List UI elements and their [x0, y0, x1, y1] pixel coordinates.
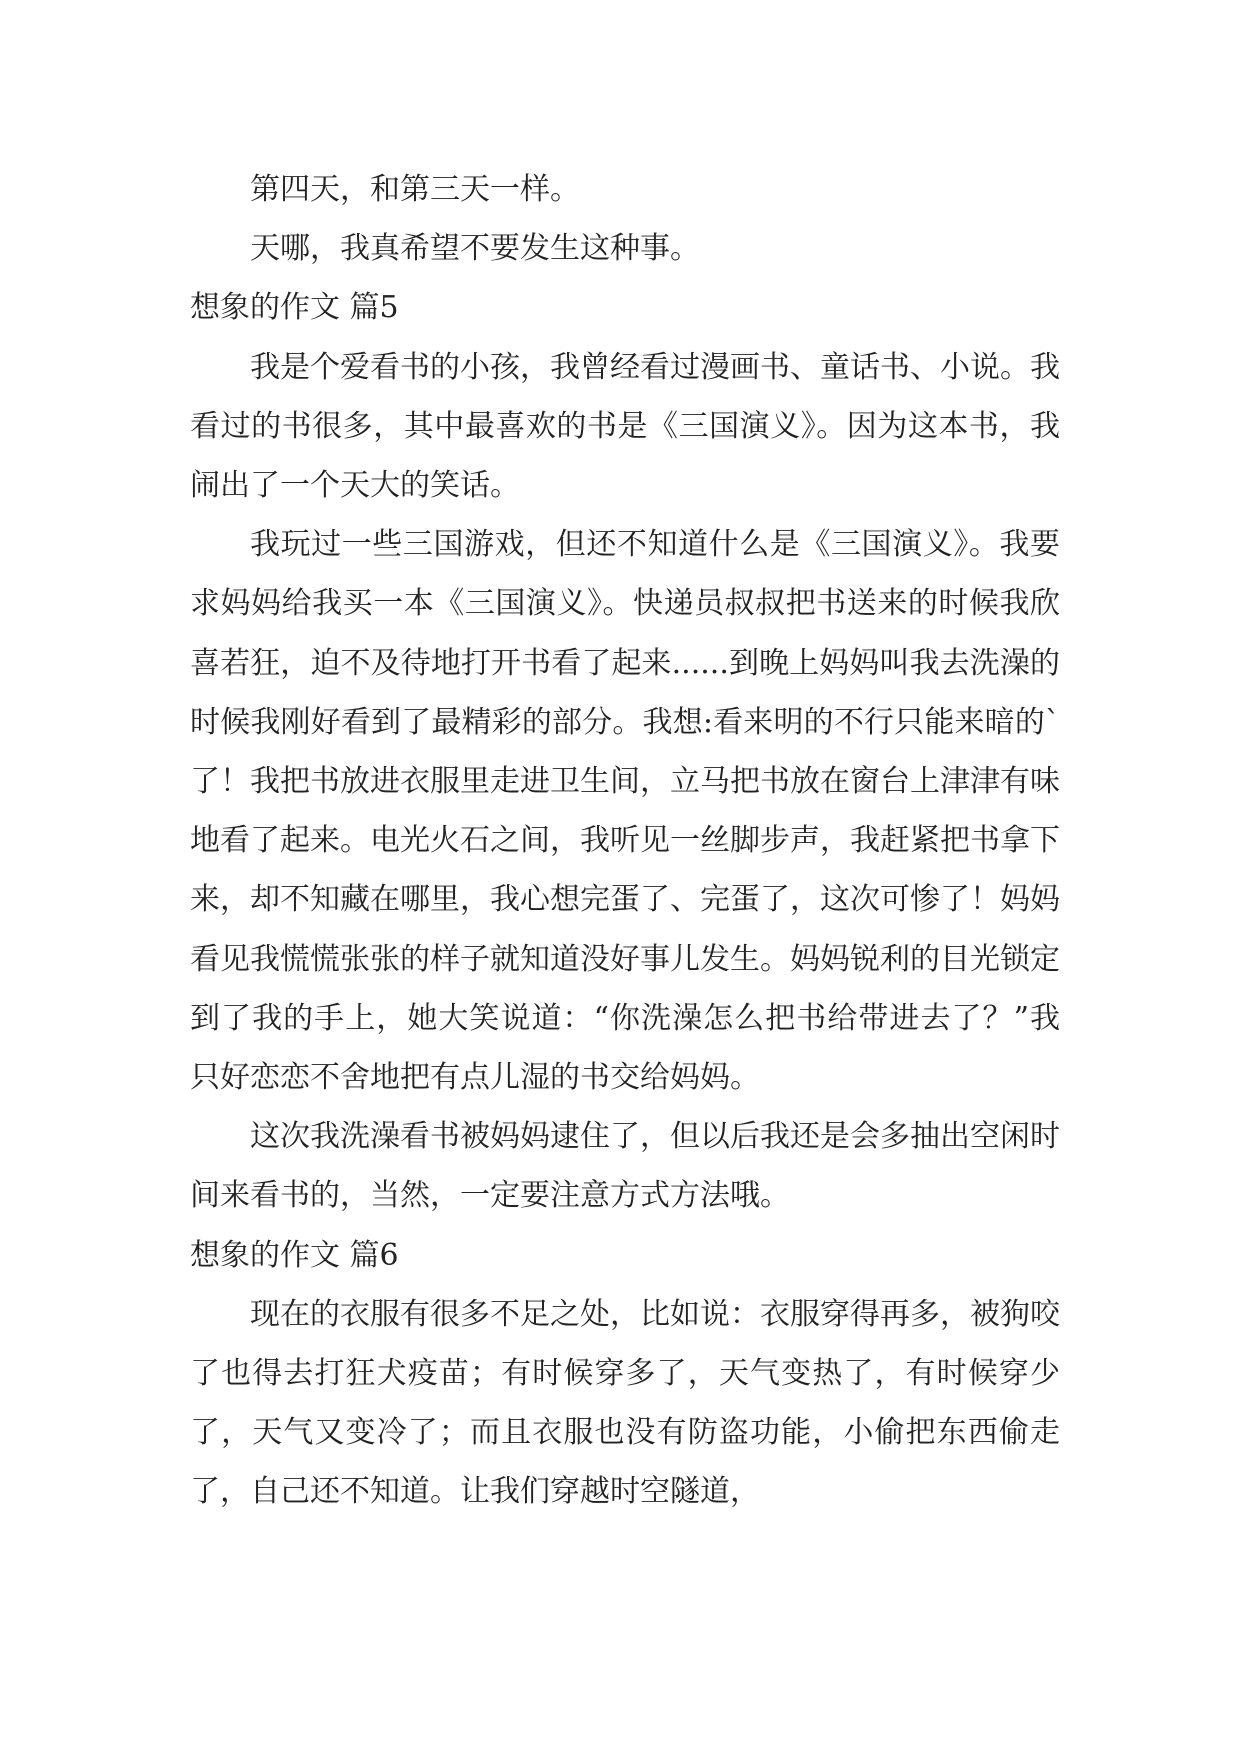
document-page	[190, 160, 1060, 1522]
paragraph: 天哪，我真希望不要发生这种事。	[250, 231, 700, 267]
paragraph: 我玩过一些三国游戏，但还不知道什么是《三国演义》。我要求妈妈给我买一本《三国演义》。快递员叔叔把书送来的时候我欣喜若狂，迫不及待地打开书看了起来......到晚上妈妈叫我去洗澡的时候我刚好看到了最精彩的部分。我想:看来明的不行只能来暗的`了！我把书放进衣服里走进卫生间，立马把书放在窗台上津津有味地看了起来。电光火石之间，我听见一丝脚步声，我赶紧把书拿下来，却不知藏在哪里，我心想完蛋了、完蛋了，这次可惨了！妈妈看见我慌慌张张的样子就知道没好事儿发生。妈妈锐利的目光锁定到了我的手上，她大笑说道：“你洗澡怎么把书给带进去了？”我只好恋恋不舍地把有点儿湿的书交给妈妈。	[190, 527, 1060, 1096]
paragraph: 我是个爱看书的小孩，我曾经看过漫画书、童话书、小说。我看过的书很多，其中最喜欢的书是《三国演义》。因为这本书，我闹出了一个天大的笑话。	[190, 349, 1060, 504]
paragraph: 现在的衣服有很多不足之处，比如说：衣服穿得再多，被狗咬了也得去打狂犬疫苗；有时候穿多了，天气变热了，有时候穿少了，天气又变冷了；而且衣服也没有防盗功能，小偷把东西偷走了，自己还不知道。让我们穿越时空隧道，	[190, 1296, 1060, 1510]
paragraph: 这次我洗澡看书被妈妈逮住了，但以后我还是会多抽出空闲时间来看书的，当然，一定要注意方式方法哦。	[190, 1119, 1060, 1214]
section-heading: 想象的作文 篇6	[190, 1237, 399, 1273]
paragraph: 第四天，和第三天一样。	[250, 172, 580, 207]
section-heading: 想象的作文 篇5	[190, 290, 399, 326]
